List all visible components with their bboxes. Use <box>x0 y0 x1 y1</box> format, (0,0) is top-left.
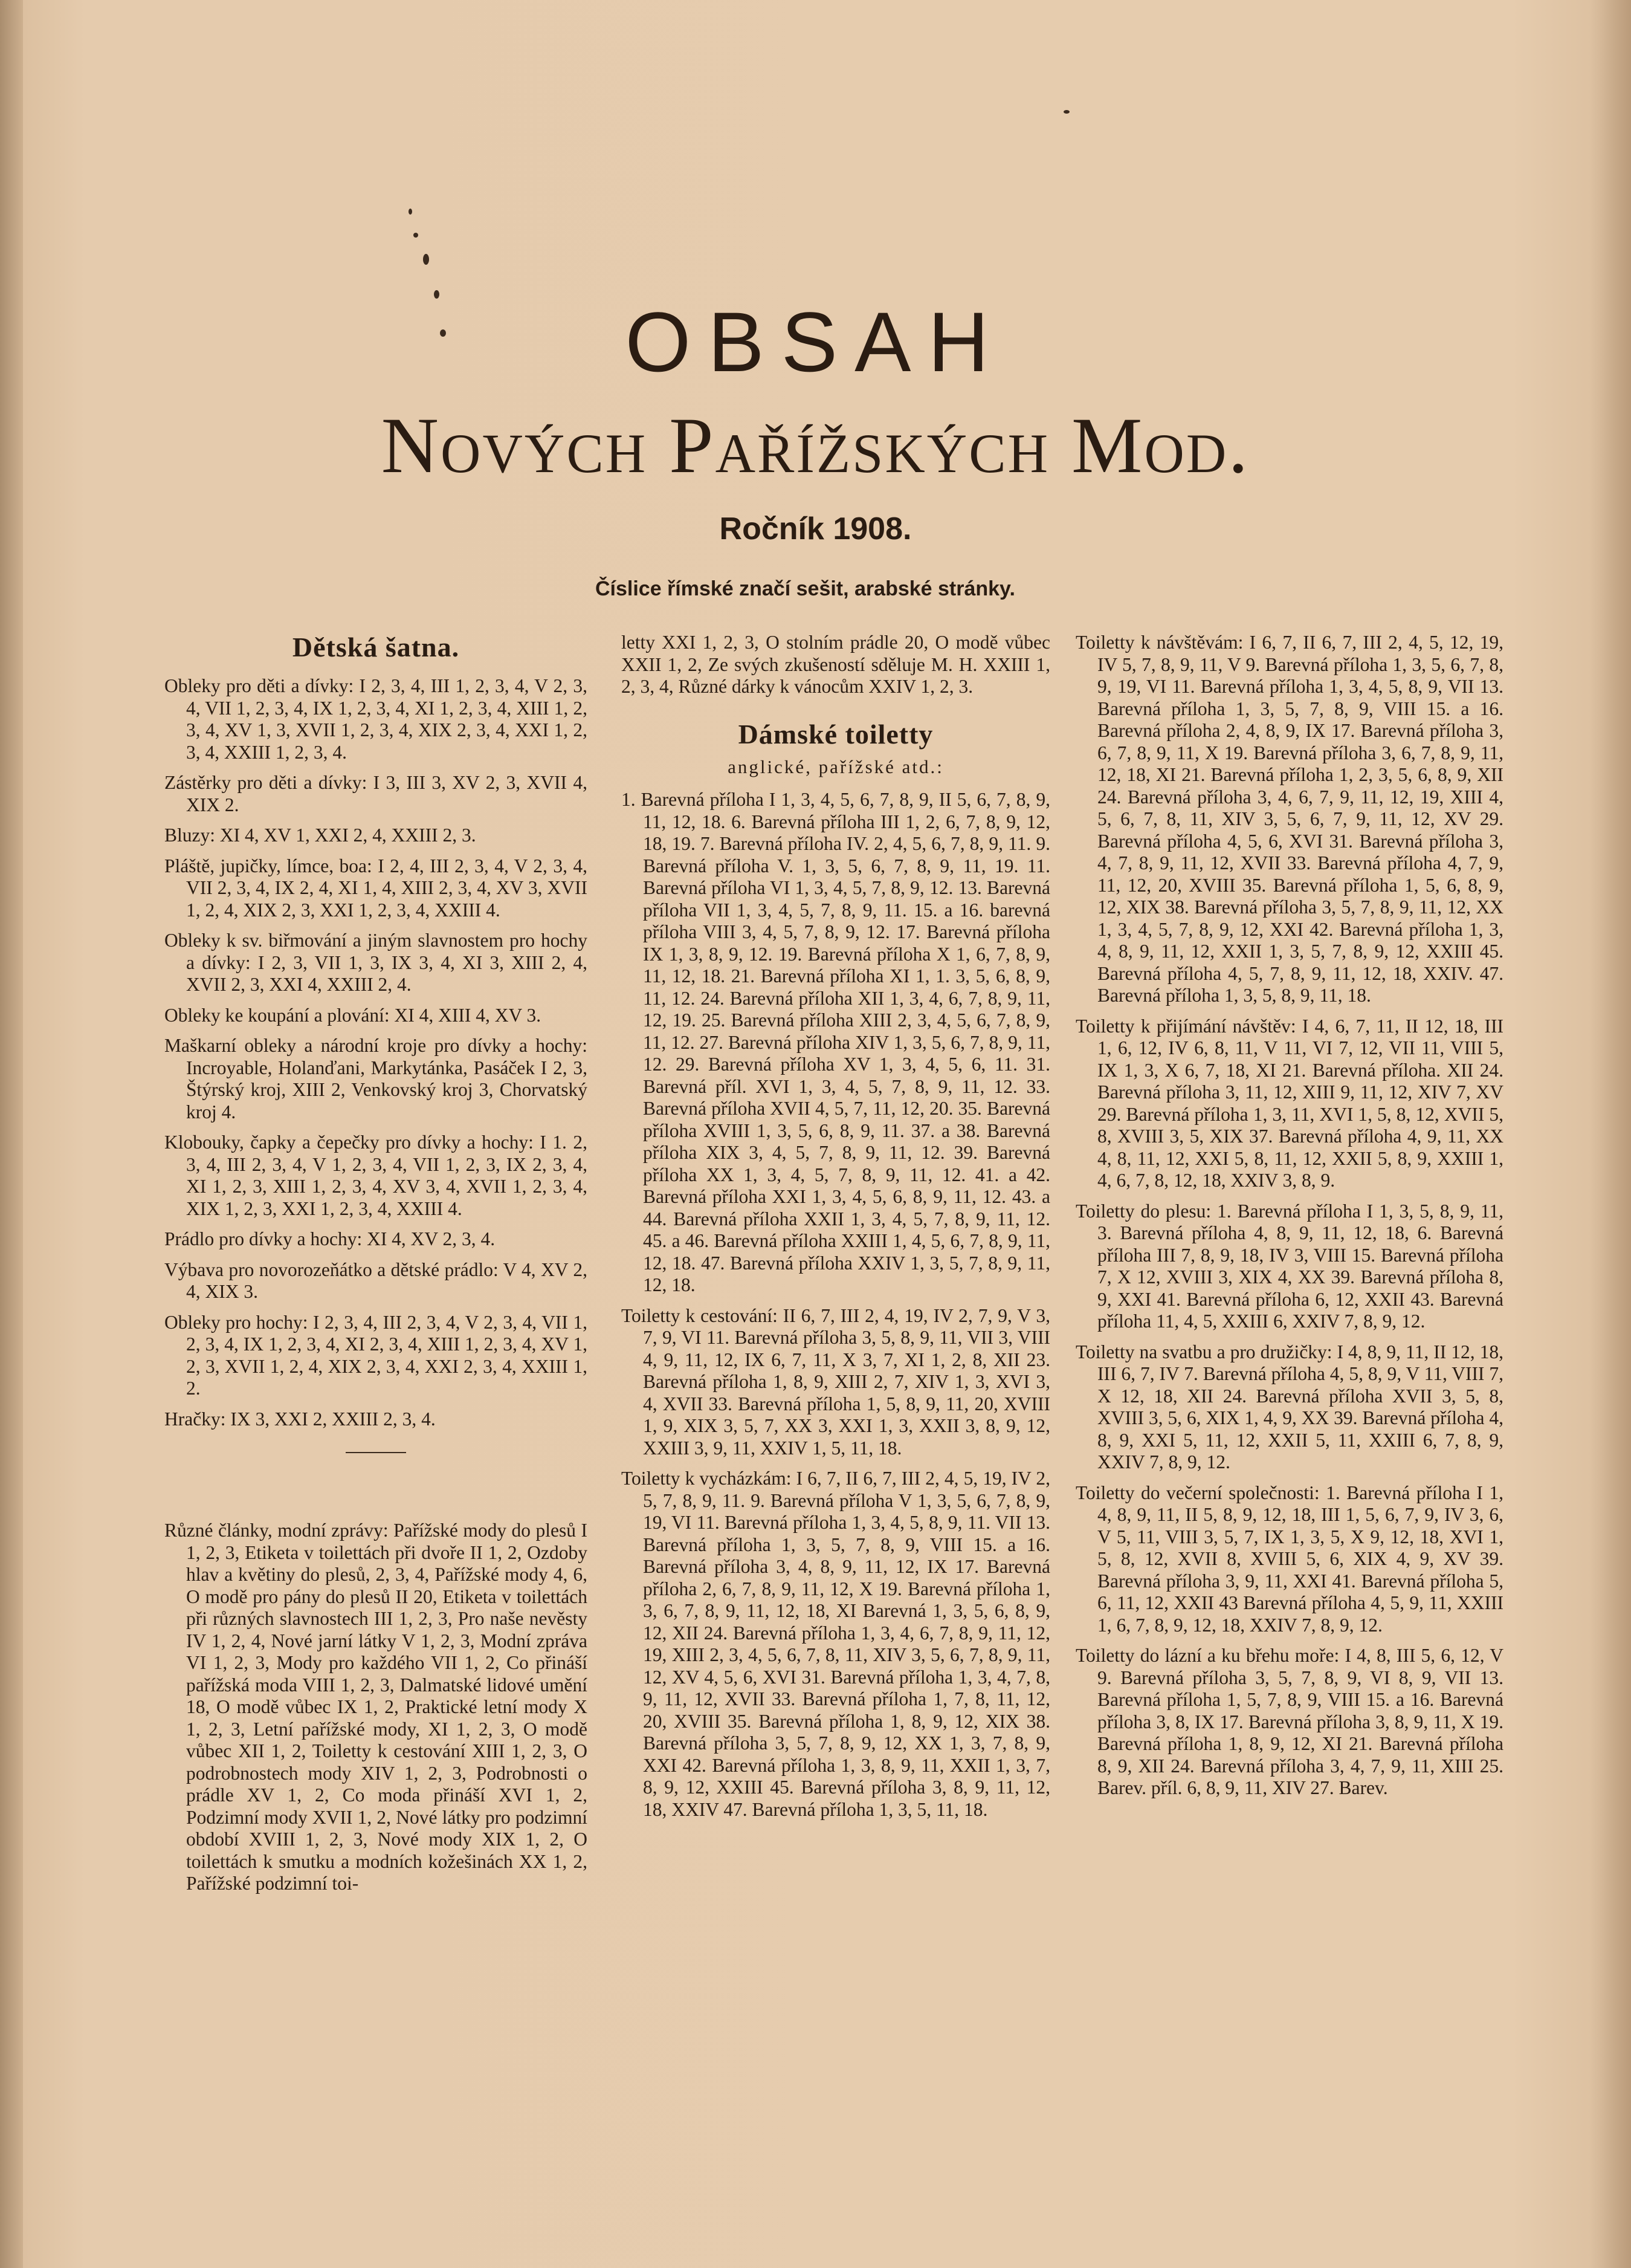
index-entry: Toiletty do večerní společnosti: 1. Barevná příloha I 1, 4, 8, 9, 11, II 5, 8, 9, 12, 18, III 1, 5, 6, 7, 9, IV 3, 6, V 5, 11, VIII 3, 5, 7, IX 1, 3, 5, X 9, 12, 18, XVI 1, 5, 8, 12, XVII 8, XVIII 5, 6, XIX 4, 9, XV 39. Barevná příloha 3, 9, 11, XXI 41. Barevná příloha 5, 6, 11, 12, XXII 43 Barevná příloha 4, 5, 9, 11, XXIII 1, 6, 7, 8, 9, 12, 18, XXIV 7, 8, 9, 12. <box>1076 1482 1503 1636</box>
index-entry: Toiletty k přijímání návštěv: I 4, 6, 7, 11, II 12, 18, III 1, 6, 12, IV 6, 8, 11, V 11, VI 7, 12, VII 11, VIII 5, IX 1, 3, X 6, 7, 18, XI 21. Barevná příloha. XII 24. Barevná příloha 3, 11, 12, XIII 9, 11, 12, XIV 7, XV 29. Barevná příloha 1, 3, 11, XVI 1, 5, 8, 12, XVII 5, 8, XVIII 3, 5, XIX 37. Barevná příloha 4, 9, 11, XX 4, 8, 11, 12, XXI 5, 8, 11, 12, XXII 5, 8, 9, XXIII 1, 4, 6, 7, 8, 12, 18, XXIV 3, 8, 9. <box>1076 1015 1503 1191</box>
index-entry: Toiletty k návštěvám: I 6, 7, II 6, 7, III 2, 4, 5, 12, 19, IV 5, 7, 8, 9, 11, V 9. Barevná příloha 1, 3, 5, 6, 7, 8, 9, 19, VI 11. Barevná příloha 1, 3, 4, 5, 8, 9, VII 13. Barevná příloha 1, 3, 5, 7, 8, 9, VIII 15. a 16. Barevná příloha 2, 4, 8, 9, IX 17. Barevná příloha 3, 6, 7, 8, 9, 11, X 19. Barevná příloha 3, 6, 7, 8, 9, 11, 12, 18, XI 21. Barevná příloha 1, 2, 3, 5, 6, 8, 9, XII 24. Barevná příloha 3, 4, 6, 7, 9, 11, 12, 19, XIII 4, 5, 6, 7, 8, 11, XIV 3, 5, 6, 7, 9, 11, 12, XV 29. Barevná příloha 4, 5, 6, XVI 31. Barevná příloha 3, 4, 7, 8, 9, 11, 12, XVII 33. Barevná příloha 4, 7, 9, 11, 12, 20, XVIII 35. Barevná příloha 1, 5, 6, 8, 9, 12, XIX 38. Barevná příloha 3, 5, 7, 8, 9, 11, 12, XX 1, 3, 4, 5, 7, 8, 9, 12, XXI 42. Barevná příloha 1, 3, 4, 8, 9, 11, 12, XXII 1, 3, 5, 7, 8, 9, 12, XXIII 45. Barevná příloha 4, 5, 7, 8, 9, 11, 12, 18, XXIV. 47. Barevná příloha 1, 3, 5, 8, 9, 11, 18. <box>1076 632 1503 1006</box>
index-entry: Obleky pro děti a dívky: I 2, 3, 4, III 1, 2, 3, 4, V 2, 3, 4, VII 1, 2, 3, 4, IX 1, 2, 3, 4, XI 1, 2, 3, 4, XIII 1, 2, 3, 4, XV 1, 3, XVII 1, 2, 3, 4, XIX 2, 3, 4, XXI 1, 2, 3, 4, XXIII 1, 2, 3, 4. <box>164 675 587 763</box>
main-title: OBSAH <box>625 294 1006 389</box>
ink-speck <box>413 233 418 238</box>
index-entry: Pláště, jupičky, límce, boa: I 2, 4, III 2, 3, 4, V 2, 3, 4, VII 2, 3, 4, IX 2, 4, XI 1, 4, XIII 2, 3, 4, XV 3, XVII 1, 2, 4, XIX 2, 3, XXI 1, 2, 3, 4, XXIII 4. <box>164 855 587 921</box>
section-heading-ladies-toilettes: Dámské toiletty <box>738 718 934 750</box>
index-entry: 1. Barevná příloha I 1, 3, 4, 5, 6, 7, 8, 9, II 5, 6, 7, 8, 9, 11, 12, 18. 6. Barevná příloha III 1, 2, 6, 7, 8, 9, 12, 18, 19. 7. Barevná příloha IV. 2, 4, 5, 6, 7, 8, 9, 11. 9. Barevná příloha V. 1, 3, 5, 6, 7, 8, 9, 11, 19. 11. Barevná příloha VI 1, 3, 4, 5, 7, 8, 9, 12. 13. Barevná příloha VII 1, 3, 4, 5, 7, 8, 9, 11. 15. a 16. barevná příloha VIII 3, 4, 5, 7, 8, 9, 12. 17. Barevná příloha IX 1, 3, 8, 9, 12. 19. Barevná příloha X 1, 6, 7, 8, 9, 11, 12, 18. 21. Barevná příloha XI 1, 1. 3, 5, 6, 8, 9, 11, 12. 24. Barevná příloha XII 1, 3, 4, 6, 7, 8, 9, 11, 12, 19. 25. Barevná příloha XIII 2, 3, 4, 5, 6, 7, 8, 9, 11, 12. 27. Barevná příloha XIV 1, 3, 5, 6, 7, 8, 9, 11, 12. 29. Barevná příloha XV 1, 3, 4, 5, 6, 11. 31. Barevná příl. XVI 1, 3, 4, 5, 7, 8, 9, 11, 12. 33. Barevná příloha XVII 4, 5, 7, 11, 12, 20. 35. Barevná příloha XVIII 1, 3, 5, 6, 8, 9, 11. 37. a 38. Barevná příloha XIX 3, 4, 5, 7, 8, 9, 11, 12. 39. Barevná příloha XX 1, 3, 4, 5, 7, 8, 9, 11, 12. 41. a 42. Barevná příloha XXI 1, 3, 4, 5, 6, 8, 9, 11, 12. 43. a 44. Barevná příloha XXII 1, 3, 4, 5, 7, 8, 9, 11, 12. 45. a 46. Barevná příloha XXIII 1, 4, 5, 6, 7, 8, 9, 11, 12, 18. 47. Barevná příloha XXIV 1, 3, 5, 7, 8, 9, 11, 12, 18. <box>621 789 1050 1295</box>
index-entry: Prádlo pro dívky a hochy: XI 4, XV 2, 3, 4. <box>164 1228 496 1249</box>
index-entry: Obleky pro hochy: I 2, 3, 4, III 2, 3, 4, V 2, 3, 4, VII 1, 2, 3, 4, IX 1, 2, 3, 4, XI 2, 3, 4, XIII 1, 2, 3, 4, XV 1, 2, 3, XVII 1, 2, 4, XIX 2, 3, 4, XXI 2, 3, 4, XXIII 1, 2. <box>164 1311 587 1399</box>
numbering-note: Číslice římské značí sešit, arabské stránky. <box>595 577 1015 600</box>
index-entry: Klobouky, čapky a čepečky pro dívky a hochy: I 1. 2, 3, 4, III 2, 3, 4, V 1, 2, 3, 4, VII 1, 2, 3, IX 2, 3, 4, XI 1, 2, 3, XIII 1, 2, 3, 4, XV 3, 4, XVII 1, 2, 3, 4, XIX 1, 2, 3, XXI 1, 2, 3, 4, XXIII 4. <box>164 1132 587 1219</box>
index-entry: Zástěrky pro děti a dívky: I 3, III 3, XV 2, 3, XVII 4, XIX 2. <box>164 772 587 815</box>
publication-title: Nových Pařížských Mod. <box>381 401 1250 490</box>
index-entry: Toiletty na svatbu a pro družičky: I 4, 8, 9, 11, II 12, 18, III 6, 7, IV 7. Barevná příloha 4, 5, 8, 9, V 11, VIII 7, X 12, 18, XII 24. Barevná příloha XVII 3, 5, 8, XVIII 3, 5, 6, XIX 1, 4, 9, XX 39. Barevná příloha 4, 8, 9, XXI 5, 11, 12, XXII 5, 11, XXIII 6, 7, 8, 9, XXIV 7, 8, 9, 12. <box>1076 1341 1503 1473</box>
section-subheading: anglické, pařížské atd.: <box>728 756 944 777</box>
index-entry: Hračky: IX 3, XXI 2, XXIII 2, 3, 4. <box>164 1408 436 1430</box>
section-divider <box>346 1452 406 1453</box>
column-3 <box>1076 632 1503 1808</box>
index-entry: Toiletty k cestování: II 6, 7, III 2, 4, 19, IV 2, 7, 9, V 3, 7, 9, VI 11. Barevná příloha 3, 5, 8, 9, 11, VII 3, VIII 4, 9, 11, 12, IX 6, 7, 11, X 3, 7, XI 1, 2, 8, XII 23. Barevná příloha 1, 8, 9, XIII 2, 7, XIV 1, 3, XVI 3, 4, XVII 33. Barevná příloha 1, 5, 8, 9, 11, 20, XVIII 1, 9, XIX 3, 5, 7, XX 3, XXI 1, 3, XXII 3, 8, 9, 12, XXIII 3, 9, 11, XXIV 1, 5, 11, 18. <box>621 1304 1050 1459</box>
index-entry: Toiletty k vycházkám: I 6, 7, II 6, 7, III 2, 4, 5, 19, IV 2, 5, 7, 8, 9, 11. 9. Barevná příloha V 1, 3, 5, 6, 7, 8, 9, 19, VI 11. Barevná příloha 1, 3, 4, 5, 8, 9, 11. VII 13. Barevná příloha 1, 3, 5, 7, 8, 9, VIII 15. a 16. Barevná příloha 3, 4, 8, 9, 11, 12, IX 17. Barevná příloha 2, 6, 7, 8, 9, 11, 12, X 19. Barevná příloha 1, 3, 6, 7, 8, 9, 11, 12, 18, XI Barevná 1, 3, 5, 6, 8, 9, 12, XII 24. Barevná příloha 1, 3, 4, 6, 7, 8, 9, 11, 12, 19, XIII 2, 3, 4, 5, 6, 7, 8, 11, XIV 3, 5, 6, 7, 8, 9, 11, 12, XV 4, 5, 6, XVI 31. Barevná příloha 1, 3, 4, 7, 8, 9, 11, 12, XVII 33. Barevná příloha 1, 7, 8, 11, 12, 20, XVIII 35. Barevná příloha 1, 8, 9, 12, XIX 38. Barevná příloha 3, 5, 7, 8, 9, 12, XX 1, 3, 7, 8, 9, XXI 42. Barevná příloha 1, 3, 8, 9, 11, XXII 1, 3, 7, 8, 9, 12, XXIII 45. Barevná příloha 3, 8, 9, 11, 12, 18, XXIV 47. Barevná příloha 1, 3, 5, 11, 18. <box>621 1468 1050 1820</box>
index-entry: Maškarní obleky a národní kroje pro dívky a hochy: Incroyable, Holanďani, Markytánka, Pasáček I 2, 3, Štýrský kroj, XIII 2, Venkovský kroj 3, Chorvatský kroj 4. <box>164 1035 587 1123</box>
ink-speck <box>423 254 429 265</box>
articles-entry: Různé články, modní zprávy: Pařížské mody do plesů I 1, 2, 3, Etiketa v toilettách při dvoře II 1, 2, Ozdoby hlav a květiny do plesů, 2, 3, 4, Pařížské mody 4, 6, O modě pro pány do plesů II 20, Etiketa v toilettách při různých slavnostech III 1, 2, 3, Pro naše nevěsty IV 1, 2, 4, Nové jarní látky V 1, 2, 3, Modní zpráva VI 1, 2, 3, Mody pro každého VII 1, 2, Co přináší pařížská moda VIII 1, 2, 3, Dalmatské lidové umění 18, O modě vůbec IX 1, 2, Praktické letní mody X 1, 2, 3, Letní pařížské mody, XI 1, 2, 3, O modě vůbec XII 1, 2, Toiletty k cestování XIII 1, 2, 3, O podrobnostech mody XIV 1, 2, 3, Podrobnosti o prádle XV 1, 2, Co moda přináší XVI 1, 2, Podzimní mody XVII 1, 2, Nové látky pro podzimní období XVIII 1, 2, 3, Nové mody XIX 1, 2, O toilettách k smutku a modních kožešinách XX 1, 2, Pařížské podzimní toi- <box>164 1520 587 1894</box>
ink-speck <box>1064 110 1070 114</box>
ink-speck <box>409 209 412 215</box>
index-entry: Výbava pro novorozeňátko a dětské prádlo: V 4, XV 2, 4, XIX 3. <box>164 1259 587 1302</box>
column-2 <box>621 632 1050 1829</box>
column-1 <box>164 632 587 1904</box>
index-entry: Toiletty do plesu: 1. Barevná příloha I 1, 3, 5, 8, 9, 11, 3. Barevná příloha 4, 8, 9, 11, 12, 18, 6. Barevná příloha III 7, 8, 9, 18, IV 3, VIII 15. Barevná příloha 7, X 12, XVIII 3, XIX 4, XX 39. Barevná příloha 8, 9, XXI 41. Barevná příloha 6, 12, XXII 43. Barevná příloha 11, 4, 5, XXIII 6, XXIV 7, 8, 9, 12. <box>1076 1200 1503 1332</box>
index-entry: Obleky ke koupání a plování: XI 4, XIII 4, XV 3. <box>164 1004 541 1026</box>
articles-continuation: letty XXI 1, 2, 3, O stolním prádle 20, O modě vůbec XXII 1, 2, Ze svých zkušeností sděluje M. H. XXIII 1, 2, 3, 4, Různé dárky k vánocům XXIV 1, 2, 3. <box>621 632 1050 697</box>
index-entry: Obleky k sv. biřmování a jiným slavnostem pro hochy a dívky: I 2, 3, VII 1, 3, IX 3, 4, XI 3, XIII 2, 4, XVII 2, 3, XXI 4, XXIII 2, 4. <box>164 930 587 995</box>
section-heading-childrens-wear: Dětská šatna. <box>292 632 460 663</box>
index-entry: Bluzy: XI 4, XV 1, XXI 2, 4, XXIII 2, 3. <box>164 825 476 846</box>
volume-year: Ročník 1908. <box>719 511 912 546</box>
index-entry: Toiletty do lázní a ku břehu moře: I 4, 8, III 5, 6, 12, V 9. Barevná příloha 3, 5, 7, 8, 9, VI 8, 9, VII 13. Barevná příloha 1, 5, 7, 8, 9, VIII 15. a 16. Barevná příloha 3, 8, IX 17. Barevná příloha 3, 8, 9, 11, X 19. Barevná příloha 1, 8, 9, 12, XI 21. Barevná příloha 8, 9, XII 24. Barevná příloha 3, 4, 7, 9, 11, XIII 25. Barev. příl. 6, 8, 9, 11, XIV 27. Barev. <box>1076 1645 1503 1798</box>
